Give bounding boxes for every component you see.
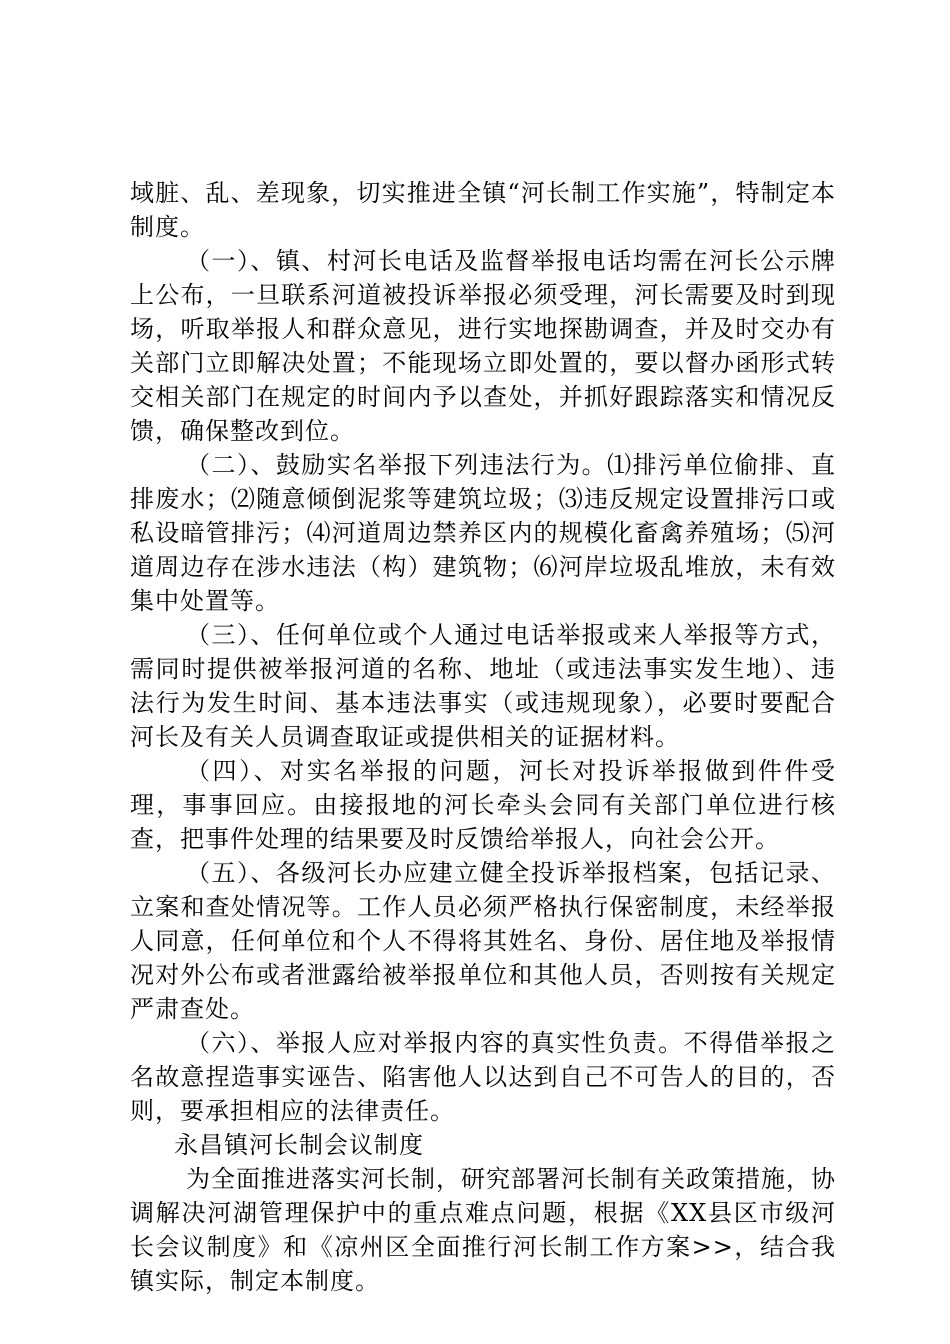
paragraph-item-3: （三）、任何单位或个人通过电话举报或来人举报等方式，需同时提供被举报河道的名称、地址（或违法事实发生地）、违法行为发生时间、基本违法事实（或违规现象），必要时要配合河长及有关人员调查取证或提供相关的证据材料。 — [130, 621, 836, 751]
paragraph-item-1: （一）、镇、村河长电话及监督举报电话均需在河长公示牌上公布，一旦联系河道被投诉举报必须受理，河长需要及时到现场，听取举报人和群众意见，进行实地探勘调查，并及时交办有关部门立即解决处置；不能现场立即处置的，要以督办函形式转交相关部门在规定的时间内予以查处，并抓好跟踪落实和情况反馈，确保整改到位。 — [130, 247, 836, 445]
paragraph-item-5: （五）、各级河长办应建立健全投诉举报档案，包括记录、立案和查处情况等。工作人员必须严格执行保密制度，未经举报人同意，任何单位和个人不得将其姓名、身份、居住地及举报情况对外公布或者泄露给被举报单位和其他人员，否则按有关规定严肃查处。 — [130, 859, 836, 1023]
document-body — [130, 176, 836, 1298]
paragraph-intro-continuation: 域脏、乱、差现象，切实推进全镇“河长制工作实施”，特制定本制度。 — [130, 179, 836, 241]
paragraph-section-intro: 为全面推进落实河长制，研究部署河长制有关政策措施，协调解决河湖管理保护中的重点难点问题，根据《XX县区市级河长会议制度》和《凉州区全面推行河长制工作方案>>，结合我镇实际，制定本制度。 — [130, 1165, 836, 1295]
paragraph-item-6: （六）、举报人应对举报内容的真实性负责。不得借举报之名故意捏造事实诬告、陷害他人以达到自己不可告人的目的，否则，要承担相应的法律责任。 — [130, 1029, 836, 1125]
section-heading: 永昌镇河长制会议制度 — [174, 1131, 424, 1159]
paragraph-item-2: （二）、鼓励实名举报下列违法行为。⑴排污单位偷排、直排废水；⑵随意倾倒泥浆等建筑垃圾；⑶违反规定设置排污口或私设暗管排污；⑷河道周边禁养区内的规模化畜禽养殖场；⑸河道周边存在涉水违法（构）建筑物；⑹河岸垃圾乱堆放，未有效集中处置等。 — [130, 451, 836, 615]
paragraph-item-4: （四）、对实名举报的问题，河长对投诉举报做到件件受理，事事回应。由接报地的河长牵头会同有关部门单位进行核查，把事件处理的结果要及时反馈给举报人，向社会公开。 — [130, 757, 836, 853]
